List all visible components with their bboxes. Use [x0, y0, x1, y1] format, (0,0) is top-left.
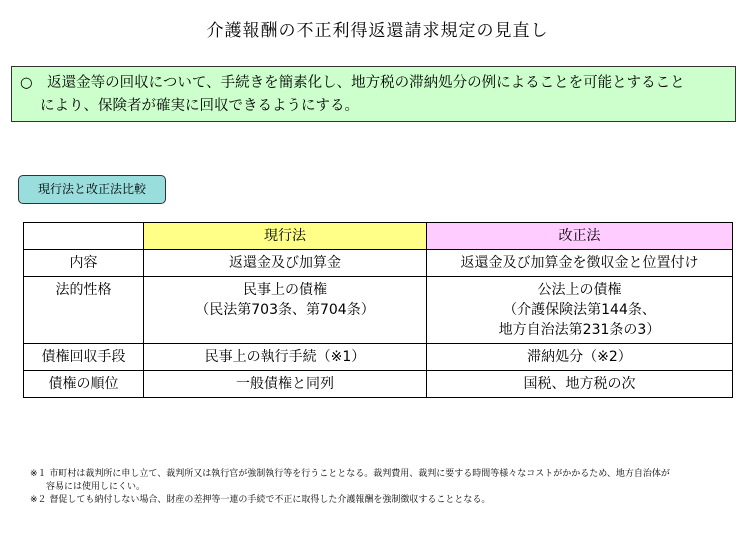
cell-line: （民法第703条、第704条）: [195, 302, 375, 318]
table-header-row: [24, 223, 733, 250]
current-cell: [144, 344, 427, 371]
current-cell: [144, 250, 427, 277]
table-row: [24, 250, 733, 277]
header-current-law: 現行法: [144, 223, 427, 250]
cell-line: 一般債権と同列: [236, 376, 334, 392]
cell-line: （介護保険法第144条、: [503, 302, 656, 318]
summary-line-2: により、保険者が確実に回収できるようにする。: [40, 98, 359, 114]
comparison-badge: 現行法と改正法比較: [18, 175, 166, 204]
header-blank: [24, 223, 144, 250]
cell-line: 公法上の債権: [537, 282, 622, 298]
revised-cell: [427, 250, 733, 277]
row-label: 法的性格: [24, 277, 144, 344]
row-label: 内容: [24, 250, 144, 277]
current-cell: [144, 371, 427, 398]
cell-line: 返還金及び加算金: [229, 255, 341, 271]
footnote-2-line-1: ※２ 督促しても納付しない場合、財産の差押等一連の手続で不正に取得した介護報酬を強制徴収することとなる。: [30, 495, 491, 505]
footnote-1-line-2: 容易には使用しにくい。: [46, 482, 146, 492]
footnotes: [30, 468, 740, 507]
header-revised-law: 改正法: [427, 223, 733, 250]
cell-line: 民事上の執行手続（※1）: [204, 349, 366, 365]
cell-line: 民事上の債権: [243, 282, 327, 298]
footnote-2: [30, 494, 740, 507]
footnote-1-line-1: ※１ 市町村は裁判所に申し立て、裁判所又は執行官が強制執行等を行うこととなる。裁判費用、裁判に要する時間等様々なコストがかかるため、地方自治体が: [30, 469, 670, 479]
cell-line: 滞納処分（※2）: [527, 349, 632, 365]
table-row: [24, 277, 733, 344]
table-row: [24, 344, 733, 371]
revised-cell: [427, 371, 733, 398]
revised-cell: [427, 277, 733, 344]
row-label: 債権の順位: [24, 371, 144, 398]
page-title: 介護報酬の不正利得返還請求規定の見直し: [206, 21, 549, 41]
cell-line: 返還金及び加算金を徴収金と位置付け: [460, 255, 699, 271]
cell-line: 国税、地方税の次: [523, 376, 636, 392]
comparison-table: [23, 222, 733, 398]
current-cell: [144, 277, 427, 344]
summary-box: [11, 66, 736, 122]
cell-line: 地方自治法第231条の3）: [498, 322, 661, 338]
revised-cell: [427, 344, 733, 371]
row-label: 債権回収手段: [24, 344, 144, 371]
summary-line-1: ○ 返還金等の回収について、手続きを簡素化し、地方税の滞納処分の例によることを可能とすること: [20, 75, 685, 91]
table-row: [24, 371, 733, 398]
footnote-1: [30, 468, 740, 494]
